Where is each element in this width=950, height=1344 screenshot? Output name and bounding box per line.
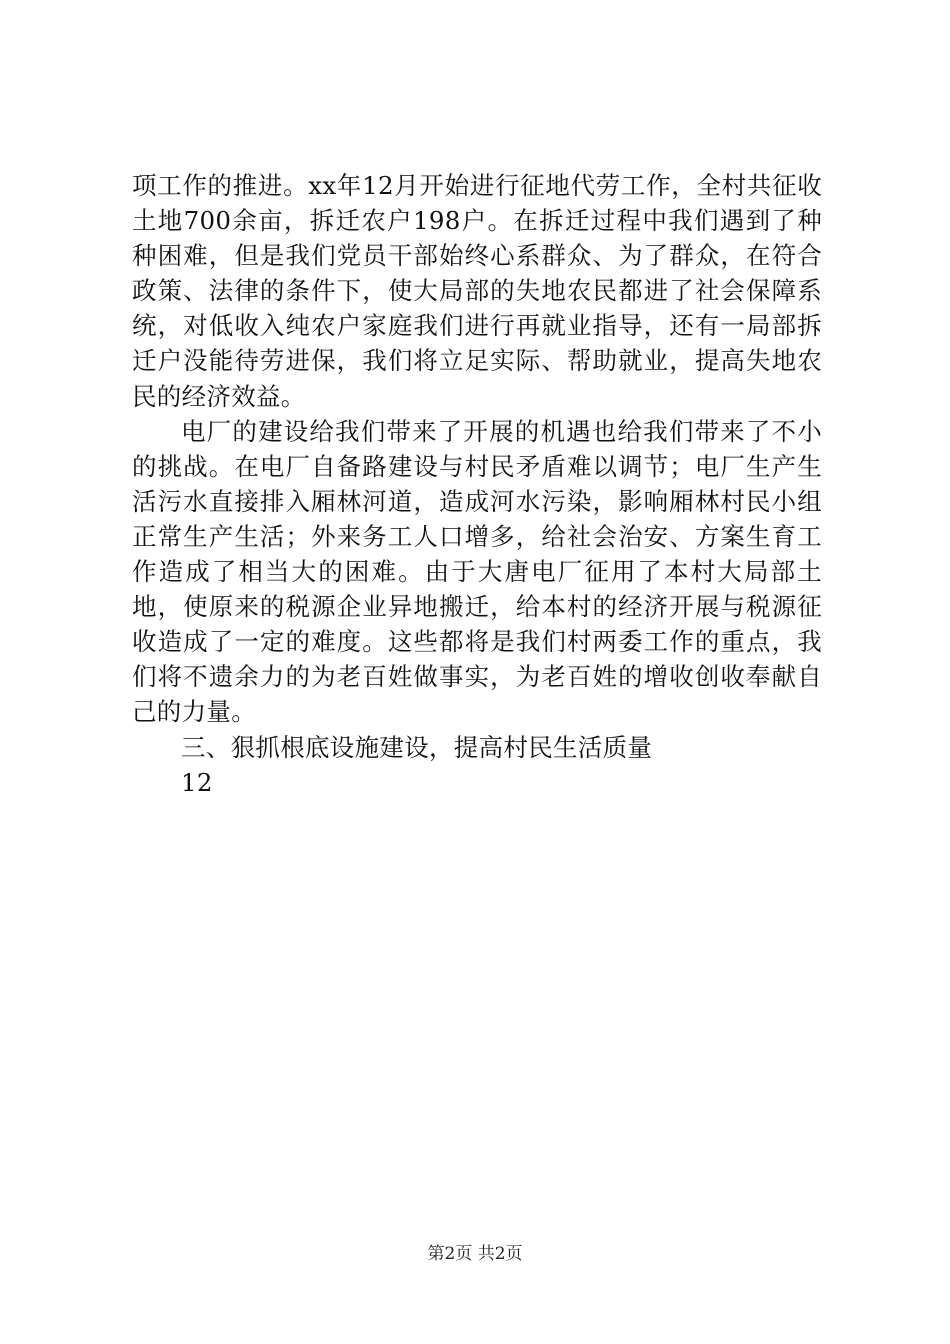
section-heading-infrastructure: 三、狠抓根底设施建设，提高村民生活质量 [181, 732, 653, 762]
document-body [132, 168, 822, 800]
paragraph-land-acquisition: 项工作的推进。xx年12月开始进行征地代劳工作，全村共征收土地700余亩，拆迁农户198户。在拆迁过程中我们遇到了种种困难，但是我们党员干部始终心系群众、为了群众，在符合政策、法律的条件下，使大局部的失地农民都进了社会保障系统，对低收入纯农户家庭我们进行再就业指导，还有一局部拆迁户没能待劳进保，我们将立足实际、帮助就业，提高失地农民的经济效益。 [132, 171, 822, 411]
page-number-label: 第2页 共2页 [427, 1244, 523, 1264]
paragraph-power-plant-challenges: 电厂的建设给我们带来了开展的机遇也给我们带来了不小的挑战。在电厂自备路建设与村民矛盾难以调节；电厂生产生活污水直接排入厢林河道，造成河水污染，影响厢林村民小组正常生产生活；外来务工人口增多，给社会治安、方案生育工作造成了相当大的困难。由于大唐电厂征用了本村大局部土地，使原来的税源企业异地搬迁，给本村的经济开展与税源征收造成了一定的难度。这些都将是我们村两委工作的重点，我们将不遗余力的为老百姓做事实，为老百姓的增收创收奉献自己的力量。 [132, 416, 822, 727]
page-footer [0, 1242, 950, 1266]
paragraph-trailing-number: 12 [181, 767, 213, 797]
